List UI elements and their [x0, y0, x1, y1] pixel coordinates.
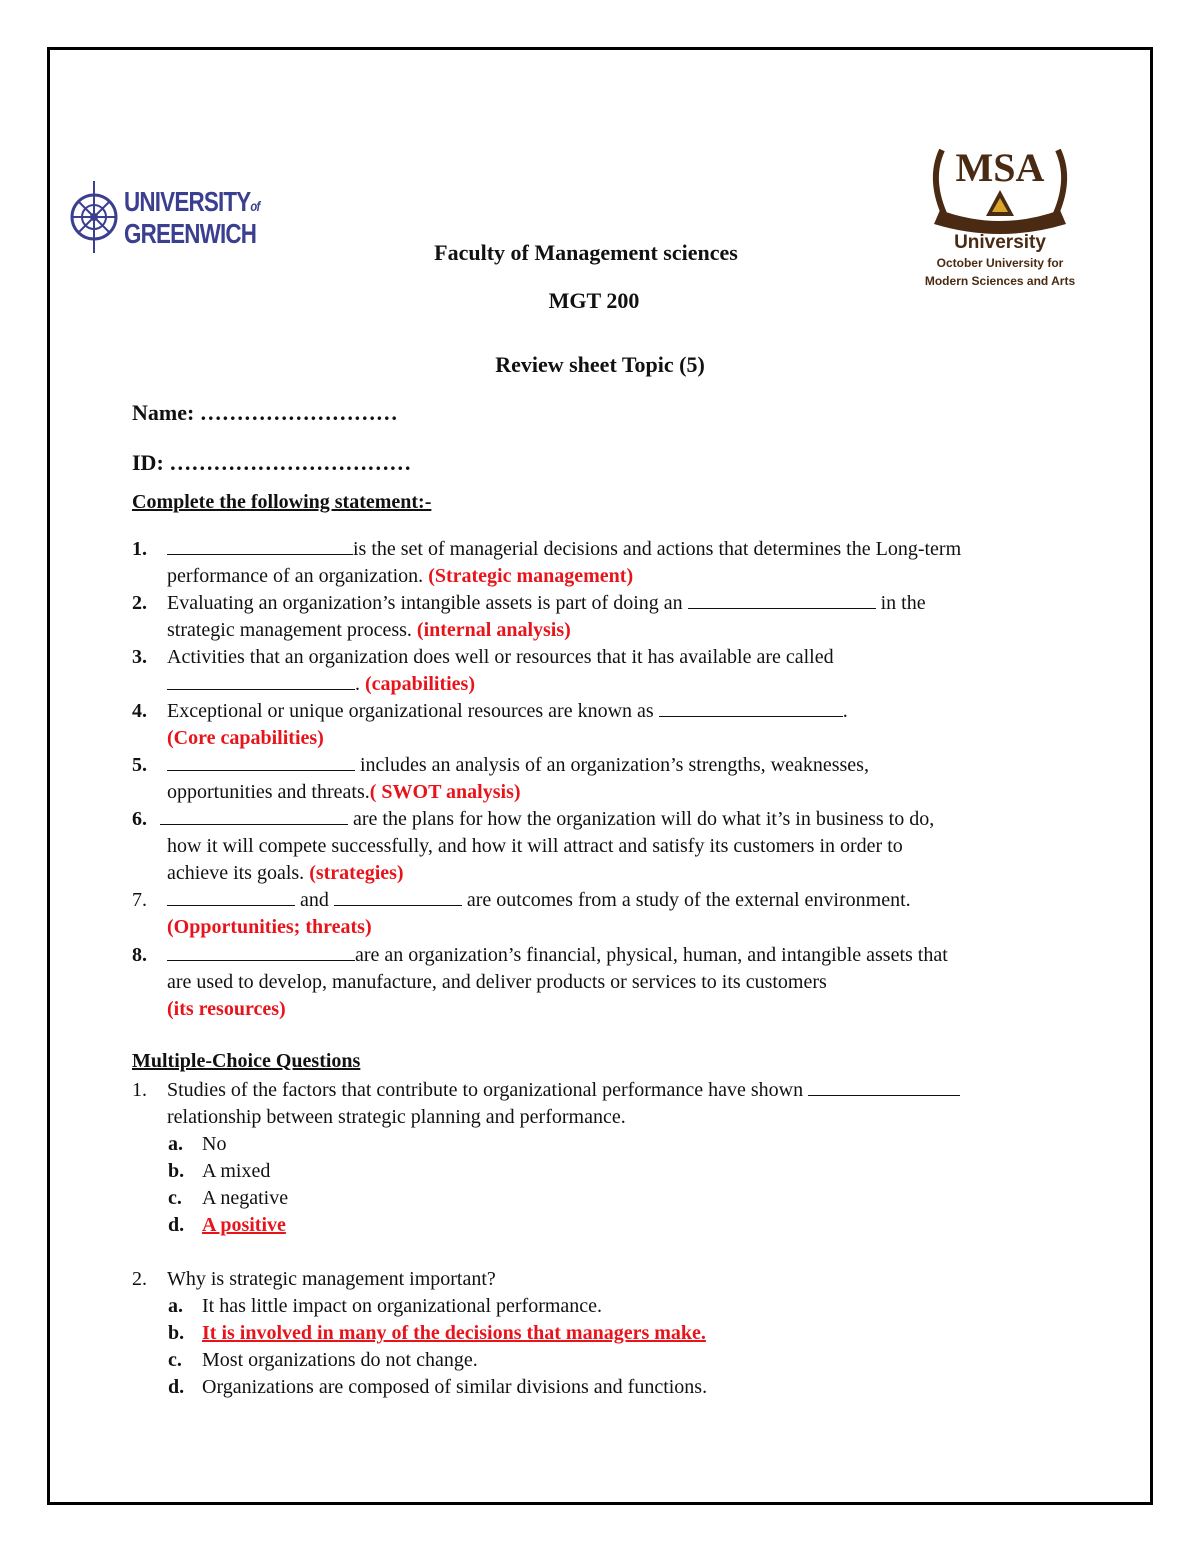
- option-letter: a.: [168, 1133, 183, 1155]
- answer-blank: [334, 887, 462, 906]
- answer-blank: [167, 887, 295, 906]
- mcq-number: 1.: [132, 1079, 147, 1101]
- option-letter: d.: [168, 1214, 185, 1236]
- greenwich-logo-line1: UNIVERSITYof: [124, 186, 260, 217]
- fill-item-1-line2: performance of an organization. (Strategic management): [167, 565, 634, 587]
- fill-item-6-line2: how it will compete successfully, and how it will attract and satisfy its customers in order to: [167, 835, 903, 857]
- option-letter: a.: [168, 1295, 183, 1317]
- fill-item-number: 3.: [132, 646, 147, 668]
- answer-text: (its resources): [167, 998, 286, 1020]
- faculty-title: Faculty of Management sciences: [434, 240, 738, 265]
- option-letter: c.: [168, 1349, 182, 1371]
- section-mcq-title: Multiple-Choice Questions: [132, 1050, 361, 1072]
- answer-text: (Core capabilities): [167, 727, 324, 749]
- review-topic-title: Review sheet Topic (5): [495, 352, 705, 377]
- msa-university-word: University: [954, 232, 1046, 253]
- correct-option-text: A positive: [202, 1214, 286, 1236]
- msa-subtitle-1: October University for: [936, 256, 1064, 270]
- fill-item-7-line1: and are outcomes from a study of the external environment.: [167, 887, 911, 914]
- mcq-2-line1: Why is strategic management important?: [167, 1268, 496, 1290]
- fill-item-5-line2: opportunities and threats.( SWOT analysis): [167, 781, 521, 803]
- answer-text: (Strategic management): [428, 565, 634, 587]
- answer-blank: [808, 1077, 960, 1096]
- option-letter: c.: [168, 1187, 182, 1209]
- answer-text: (internal analysis): [416, 619, 571, 641]
- course-code: MGT 200: [548, 288, 640, 313]
- fill-item-5-line1: includes an analysis of an organization’s strengths, weaknesses,: [167, 752, 869, 779]
- option-text: No: [202, 1133, 227, 1155]
- answer-blank: [160, 806, 348, 825]
- fill-item-1-line1: is the set of managerial decisions and actions that determines the Long-term: [167, 536, 961, 563]
- fill-item-number: 6.: [132, 808, 147, 830]
- id-field: ID: ……………………………: [132, 450, 412, 475]
- fill-item-number: 5.: [132, 754, 147, 776]
- answer-text: (Opportunities; threats): [167, 916, 372, 938]
- option-letter: b.: [168, 1160, 185, 1182]
- fill-item-2-line1: Evaluating an organization’s intangible assets is part of doing an in the: [167, 592, 926, 614]
- fill-item-number: 7.: [132, 889, 147, 911]
- name-field: Name: ………………………: [132, 400, 398, 425]
- option-text: Organizations are composed of similar divisions and functions.: [202, 1376, 708, 1398]
- answer-blank: [167, 752, 355, 771]
- fill-item-number: 4.: [132, 700, 147, 722]
- fill-item-4-line1: Exceptional or unique organizational resources are known as .: [167, 700, 848, 722]
- answer-blank: [688, 590, 876, 609]
- greenwich-logo-line2: GREENWICH: [124, 218, 257, 249]
- mcq-1-line2: relationship between strategic planning and performance.: [167, 1106, 626, 1128]
- fill-item-number: 1.: [132, 538, 147, 560]
- fill-item-3-line2: . (capabilities): [167, 671, 475, 698]
- option-letter: d.: [168, 1376, 185, 1398]
- fill-item-2-line2: strategic management process. (internal analysis): [167, 619, 571, 641]
- fill-item-3-line1: Activities that an organization does well or resources that it has available are called: [167, 646, 834, 668]
- fill-item-6-line3: achieve its goals. (strategies): [167, 862, 404, 884]
- answer-text: (capabilities): [365, 673, 475, 695]
- mcq-number: 2.: [132, 1268, 147, 1290]
- option-text: Most organizations do not change.: [202, 1349, 478, 1371]
- fill-item-number: 2.: [132, 592, 147, 614]
- answer-blank: [167, 942, 355, 961]
- option-letter: b.: [168, 1322, 185, 1344]
- answer-text: (strategies): [309, 862, 404, 884]
- answer-blank: [167, 671, 355, 690]
- answer-text: ( SWOT analysis): [369, 781, 521, 803]
- option-text: It has little impact on organizational performance.: [202, 1295, 603, 1317]
- correct-option-text: It is involved in many of the decisions that managers make.: [202, 1322, 706, 1344]
- mcq-1-line1: Studies of the factors that contribute to organizational performance have shown: [167, 1077, 960, 1104]
- answer-blank: [659, 698, 843, 717]
- fill-item-8-line1: are an organization’s financial, physical, human, and intangible assets that: [167, 942, 948, 969]
- option-text: A negative: [202, 1187, 289, 1209]
- msa-subtitle-2: Modern Sciences and Arts: [924, 274, 1076, 286]
- answer-blank: [167, 536, 353, 555]
- fill-item-number: 8.: [132, 944, 147, 966]
- fill-item-8-line2: are used to develop, manufacture, and deliver products or services to its customers: [167, 971, 827, 993]
- msa-letters: MSA: [955, 145, 1045, 190]
- fill-item-6-line1: are the plans for how the organization will do what it’s in business to do,: [160, 806, 934, 833]
- section-fill-title: Complete the following statement:-: [132, 491, 432, 513]
- option-text: A mixed: [202, 1160, 271, 1182]
